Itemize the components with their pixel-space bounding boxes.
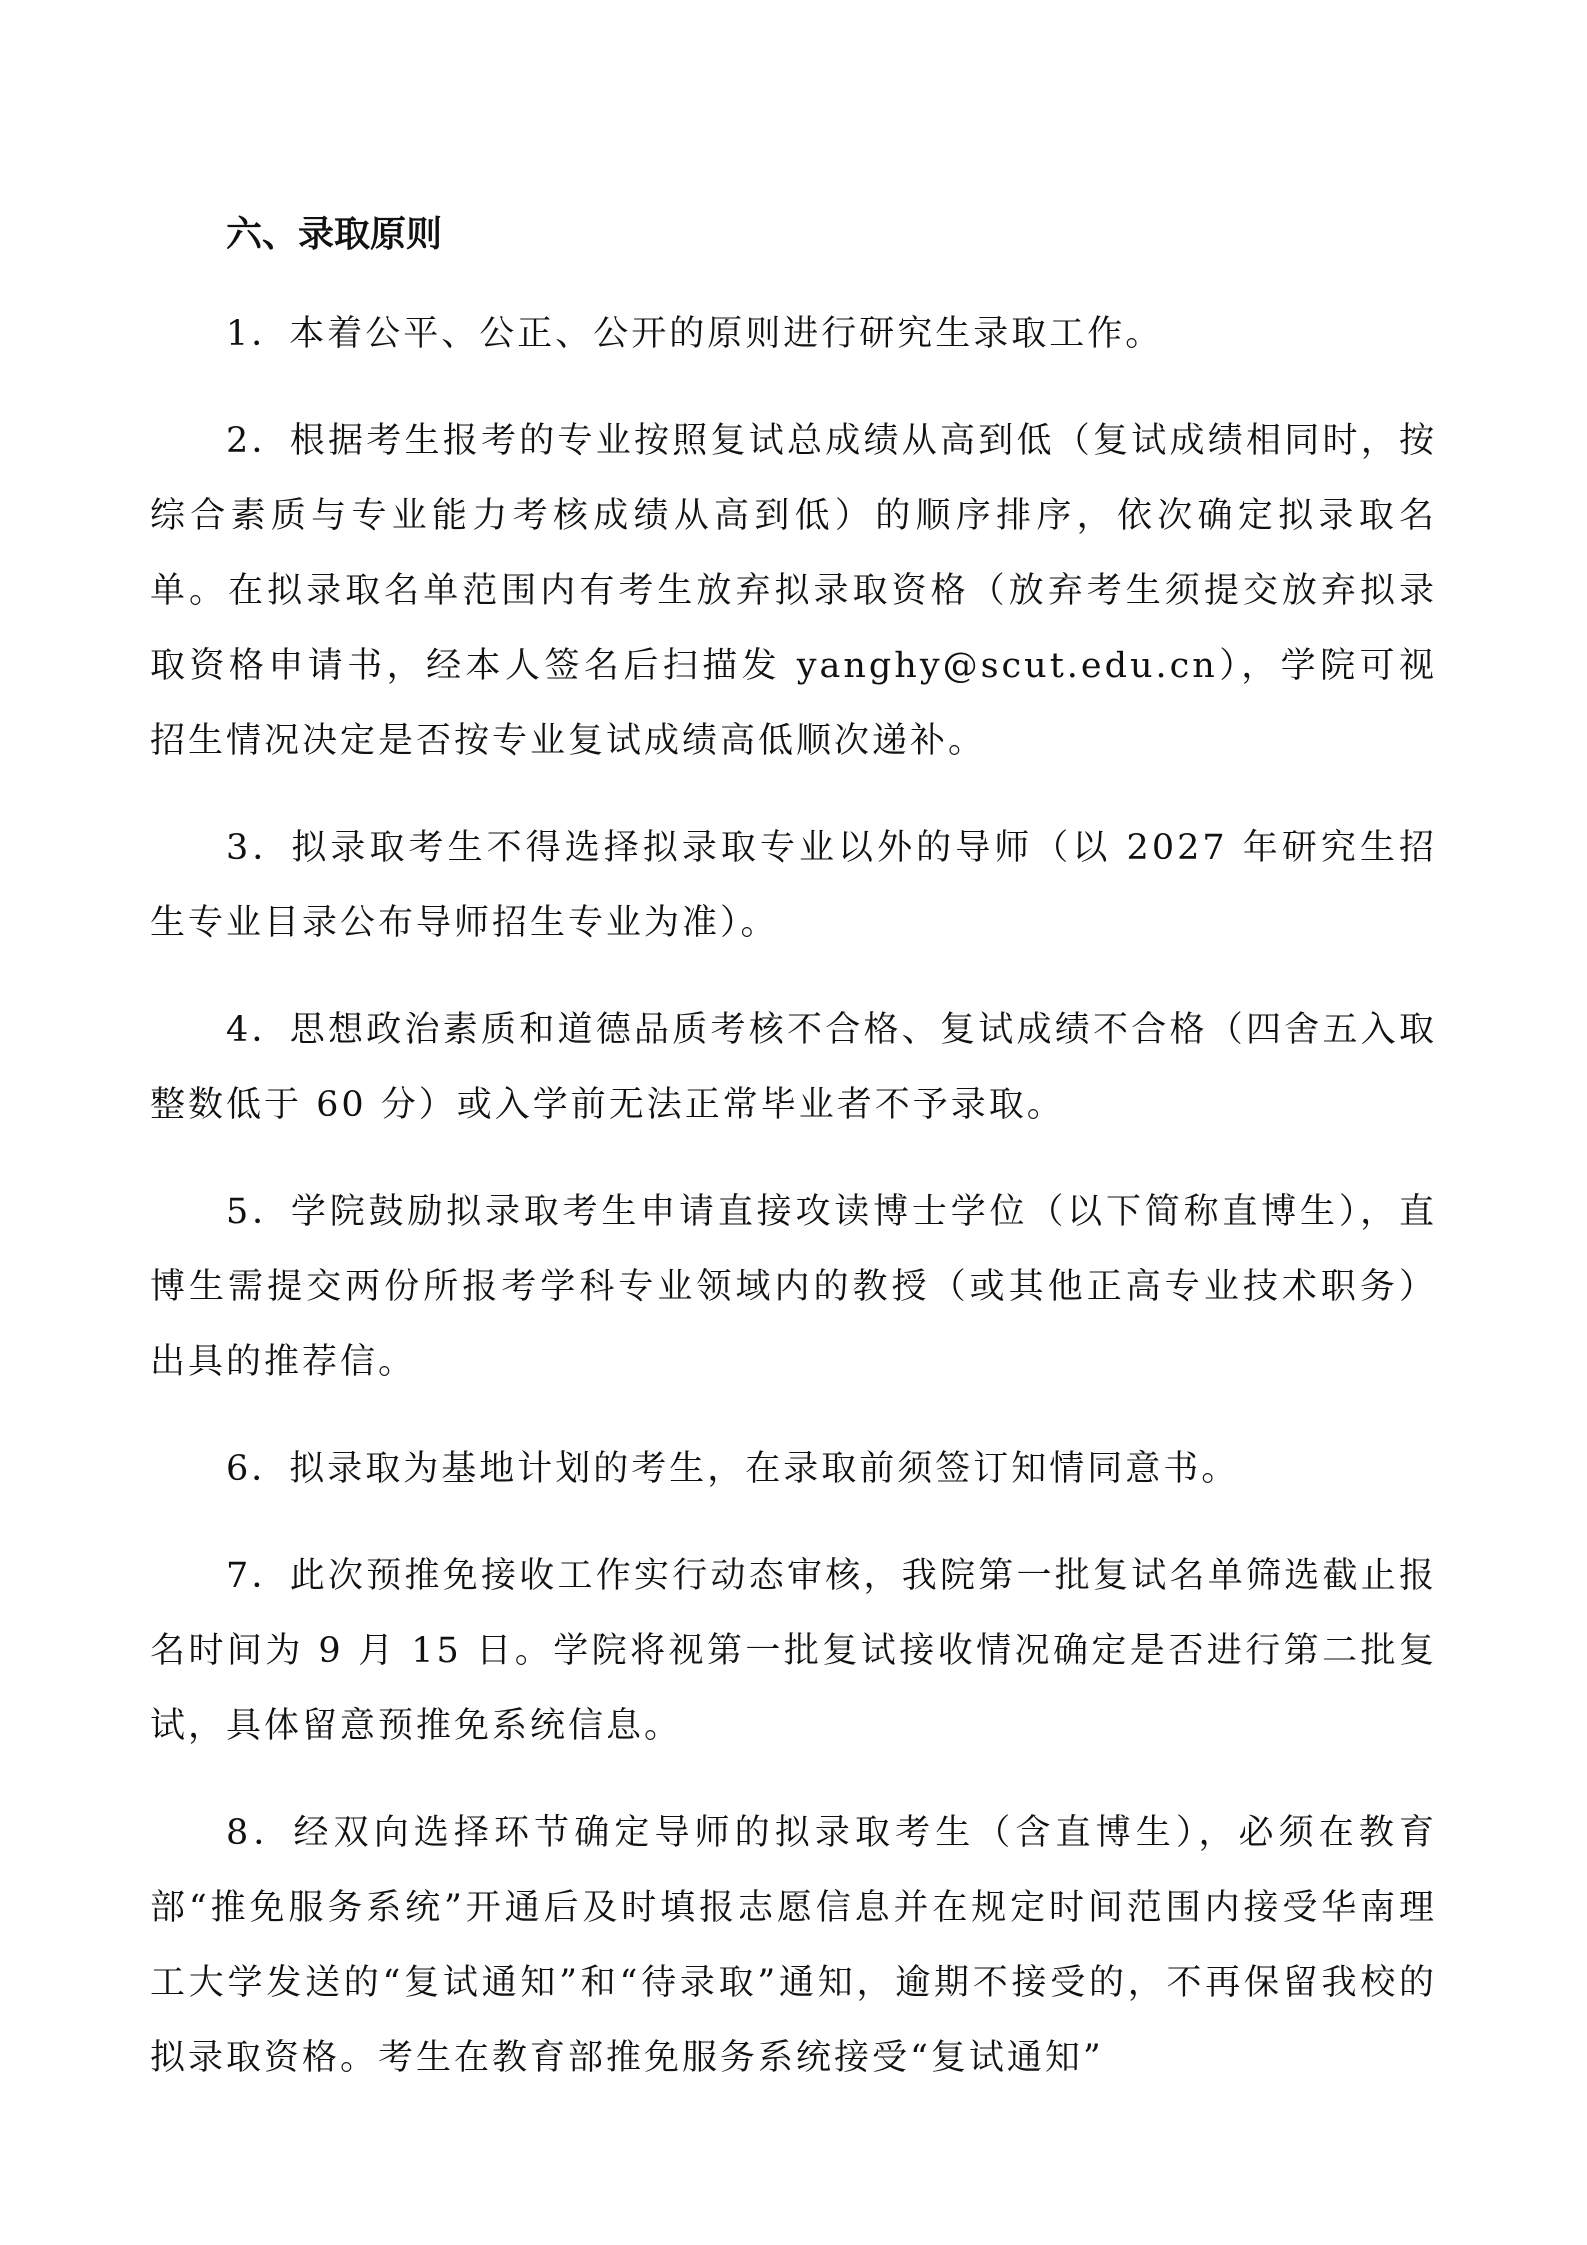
paragraph-4: 4．思想政治素质和道德品质考核不合格、复试成绩不合格（四舍五入取整数低于 60 分）或入学前无法正常毕业者不予录取。 xyxy=(150,1010,1437,1125)
paragraph-1: 1．本着公平、公正、公开的原则进行研究生录取工作。 xyxy=(226,314,1164,354)
paragraph-8: 8．经双向选择环节确定导师的拟录取考生（含直博生），必须在教育部“推免服务系统”开通后及时填报志愿信息并在规定时间范围内接受华南理工大学发送的“复试通知”和“待录取”通知，逾期不接受的，不再保留我校的拟录取资格。考生在教育部推免服务系统接受“复试通知” xyxy=(150,1813,1437,2078)
paragraph-2: 2．根据考生报考的专业按照复试总成绩从高到低（复试成绩相同时，按综合素质与专业能力考核成绩从高到低）的顺序排序，依次确定拟录取名单。在拟录取名单范围内有考生放弃拟录取资格（放弃考生须提交放弃拟录取资格申请书，经本人签名后扫描发 yanghy@scut.edu.cn），学院可视招生情况决定是否按专业复试成绩高低顺次递补。 xyxy=(150,421,1437,761)
paragraph-5: 5．学院鼓励拟录取考生申请直接攻读博士学位（以下简称直博生），直博生需提交两份所报考学科专业领域内的教授（或其他正高专业技术职务）出具的推荐信。 xyxy=(150,1192,1437,1382)
paragraph-7: 7．此次预推免接收工作实行动态审核，我院第一批复试名单筛选截止报名时间为 9 月 15 日。学院将视第一批复试接收情况确定是否进行第二批复试，具体留意预推免系统信息。 xyxy=(150,1556,1437,1746)
paragraph-3: 3．拟录取考生不得选择拟录取专业以外的导师（以 2027 年研究生招生专业目录公布导师招生专业为准）。 xyxy=(150,828,1438,943)
paragraph-6: 6．拟录取为基地计划的考生，在录取前须签订知情同意书。 xyxy=(226,1449,1240,1489)
section-heading: 六、录取原则 xyxy=(226,214,443,255)
